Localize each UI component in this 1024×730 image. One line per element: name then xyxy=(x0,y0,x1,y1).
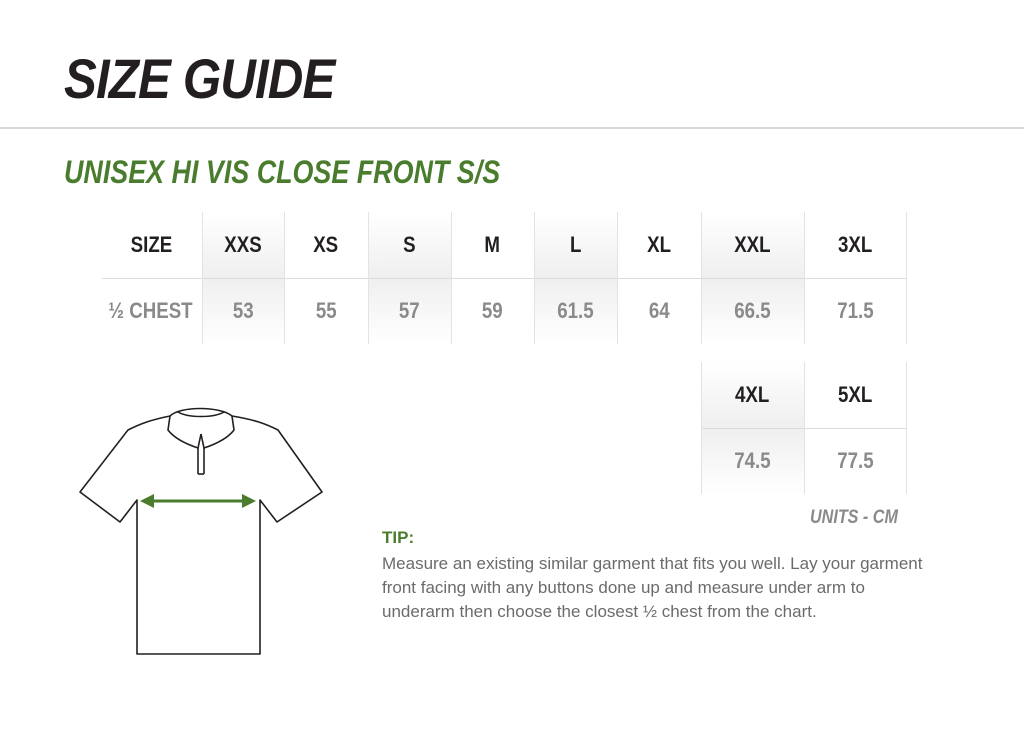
table-column-divider xyxy=(701,362,702,494)
chest-value-cell: 74.5 xyxy=(701,428,804,494)
row-header-size: SIZE xyxy=(130,232,172,257)
table-column-divider xyxy=(534,212,535,344)
size-header-cell: M xyxy=(484,232,501,257)
table-column-divider xyxy=(617,212,618,344)
polo-shirt-illustration xyxy=(70,398,330,660)
size-header-cell: 5XL xyxy=(837,382,873,407)
table-column-divider xyxy=(451,212,452,344)
units-label: UNITS - CM xyxy=(810,507,898,528)
table-column-divider xyxy=(906,212,907,344)
tip-text: Measure an existing similar garment that fits you well. Lay your garment front facing with any buttons done up and measure under arm to underarm then choose the closest ½ chest from the chart. xyxy=(382,554,923,621)
table-row-divider xyxy=(102,278,906,279)
size-header-cell: XS xyxy=(313,232,339,257)
table-column-divider xyxy=(804,362,805,494)
table-column-divider xyxy=(284,212,285,344)
size-header-cell: XL xyxy=(647,232,671,257)
chest-value-cell: 59 xyxy=(482,298,503,323)
row-header-chest: ½ CHEST xyxy=(108,298,194,323)
size-header-cell: L xyxy=(534,212,617,278)
size-header-cell: XXL xyxy=(701,212,804,278)
tip-label: TIP: xyxy=(382,528,415,547)
chest-value-cell: 77.5 xyxy=(836,448,874,473)
product-title: UNISEX HI VIS CLOSE FRONT S/S xyxy=(64,154,501,190)
chest-value-cell: 57 xyxy=(368,278,451,344)
table-column-divider xyxy=(701,212,702,344)
size-header-cell: S xyxy=(368,212,451,278)
chest-value-cell: 55 xyxy=(315,298,337,323)
table-column-divider xyxy=(804,212,805,344)
header-divider xyxy=(0,127,1024,129)
chest-value-cell: 64 xyxy=(648,298,670,323)
table-column-divider xyxy=(202,212,203,344)
table-column-divider xyxy=(906,362,907,494)
chest-value-cell: 71.5 xyxy=(836,298,874,323)
chest-value-cell: 53 xyxy=(202,278,284,344)
size-header-cell: XXS xyxy=(202,212,284,278)
chest-value-cell: 66.5 xyxy=(701,278,804,344)
chest-measure-arrow-icon xyxy=(140,494,256,508)
table-column-divider xyxy=(368,212,369,344)
size-header-cell: 4XL xyxy=(701,362,804,428)
size-header-cell: 3XL xyxy=(837,232,873,257)
page-title: SIZE GUIDE xyxy=(64,47,335,110)
shirt-outline xyxy=(80,416,322,654)
chest-value-cell: 61.5 xyxy=(534,278,617,344)
